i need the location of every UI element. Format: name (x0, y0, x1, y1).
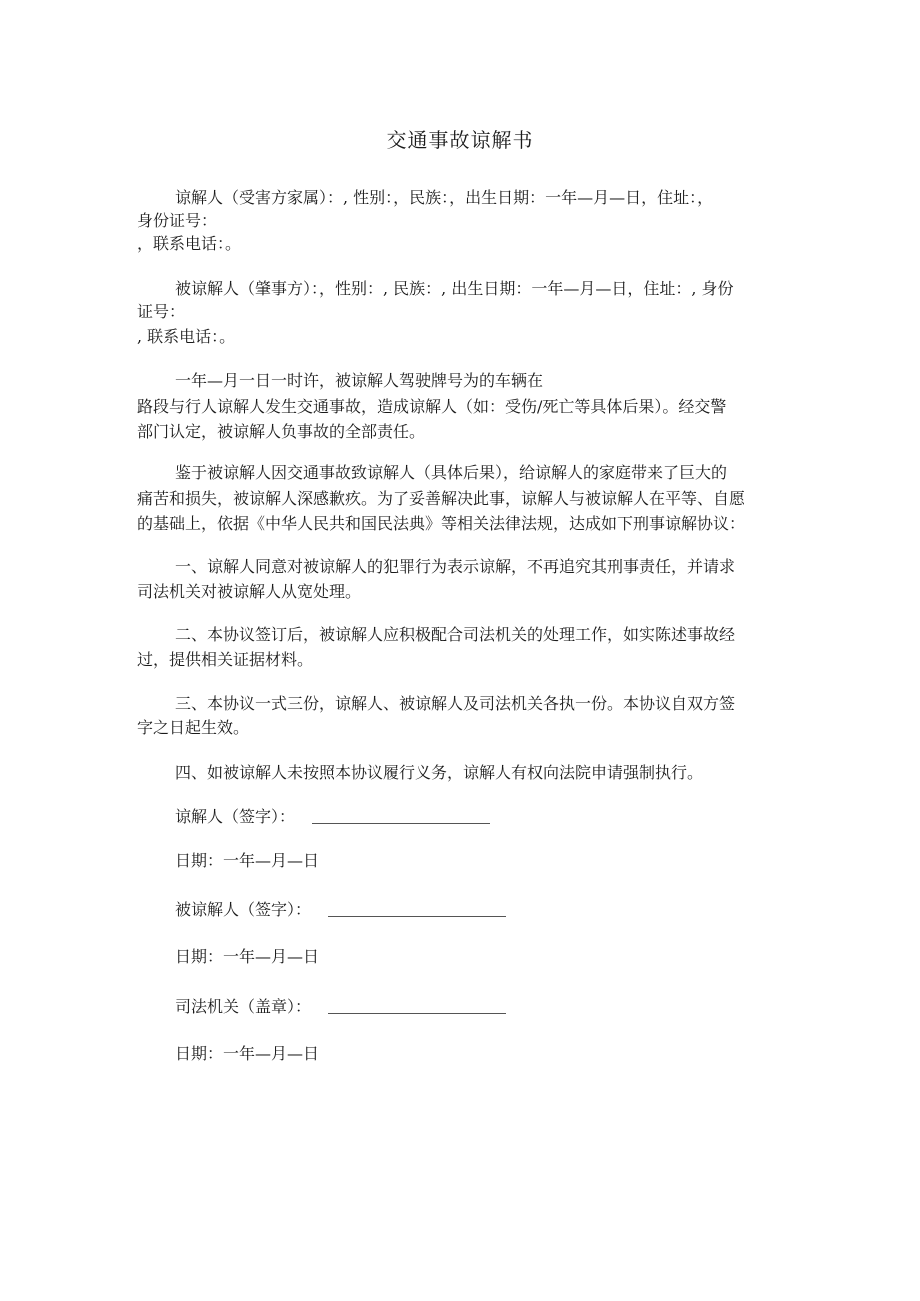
forgiven-date: 日期：一年—月—日 (175, 947, 320, 966)
clause-3-line-1: 三、本协议一式三份，谅解人、被谅解人及司法机关各执一份。本协议自双方签 (175, 694, 736, 713)
accident-desc-line-2: 路段与行人谅解人发生交通事故，造成谅解人（如：受伤/死亡等具体后果）。经交警 (137, 397, 727, 416)
clause-1-line-2: 司法机关对被谅解人从宽处理。 (137, 582, 362, 601)
accident-desc-line-1: 一年—月一日一时许，被谅解人驾驶牌号为的车辆在 (175, 371, 544, 390)
judicial-seal-label: 司法机关（盖章）： (175, 997, 312, 1016)
forgiven-signature-line[interactable] (328, 916, 506, 917)
forgiven-signature-label: 被谅解人（签字）： (175, 900, 312, 919)
forgiven-info-line-1: 被谅解人（肇事方）：，性别：, 民族：, 出生日期：一年—月—日，住址：, 身份 (175, 279, 734, 298)
forgiven-info-line-3: , 联系电话：。 (137, 327, 236, 346)
judicial-date: 日期：一年—月—日 (175, 1044, 320, 1063)
clause-3-line-2: 字之日起生效。 (137, 718, 250, 737)
forgiven-info-line-2: 证号： (137, 302, 186, 321)
accident-desc-line-3: 部门认定，被谅解人负事故的全部责任。 (137, 422, 426, 441)
background-line-1: 鉴于被谅解人因交通事故致谅解人（具体后果），给谅解人的家庭带来了巨大的 (175, 463, 728, 482)
background-line-2: 痛苦和损失，被谅解人深感歉疚。为了妥善解决此事，谅解人与被谅解人在平等、自愿 (137, 489, 746, 508)
forgiver-signature-label: 谅解人（签字）： (175, 807, 296, 826)
forgiver-info-line-1: 谅解人（受害方家属）：, 性别：，民族：，出生日期：一年—月—日，住址：， (175, 188, 714, 207)
forgiver-signature-line[interactable] (312, 823, 490, 824)
clause-4-line-1: 四、如被谅解人未按照本协议履行义务，谅解人有权向法院申请强制执行。 (175, 763, 704, 782)
clause-1-line-1: 一、谅解人同意对被谅解人的犯罪行为表示谅解，不再追究其刑事责任，并请求 (175, 557, 736, 576)
background-line-3: 的基础上，依据《中华人民共和国民法典》等相关法律法规，达成如下刑事谅解协议： (137, 514, 746, 533)
forgiver-info-line-3: ，联系电话：。 (137, 234, 242, 253)
document-title: 交通事故谅解书 (386, 128, 534, 152)
judicial-seal-line[interactable] (328, 1013, 506, 1014)
clause-2-line-1: 二、本协议签订后，被谅解人应积极配合司法机关的处理工作，如实陈述事故经 (175, 625, 736, 644)
forgiver-date: 日期：一年—月—日 (175, 851, 320, 870)
forgiver-info-line-2: 身份证号： (137, 211, 218, 230)
clause-2-line-2: 过，提供相关证据材料。 (137, 650, 314, 669)
